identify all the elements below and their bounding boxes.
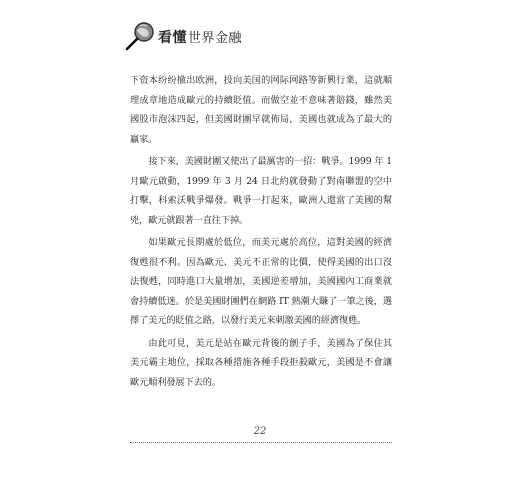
book-title-bold: 看懂 — [158, 30, 187, 46]
page-number: 22 — [253, 426, 267, 437]
book-title-rest: 世界金融 — [188, 31, 243, 46]
paragraph-2: 接下來，美國財團又使出了最厲害的一招：戰爭。1999 年 1 月歐元啟動，1999 年 3 月 24 日北約就發動了對南聯盟的空中打擊，科索沃戰爭爆發。戰爭一打起來，歐洲人還當了美國的幫兇，歐元就跟著一直往下掉。 — [130, 156, 392, 226]
running-header — [124, 20, 384, 52]
magnifying-glass-globe-icon — [124, 20, 158, 52]
footer-rule — [130, 442, 392, 443]
body-text — [130, 71, 392, 395]
book-title — [158, 27, 242, 47]
paragraph-1: 下资本纷纷撤出欧洲，投向美国的网际网路等新興行業，這就順理成章地造成歐元的持續貶值。而做空並不意味著賠錢，雖然美國股市泡沫四起，但美國財團早就佈局，美國也就成為了最大的贏家。 — [130, 75, 392, 145]
paragraph-4: 由此可見，美元是站在歐元背後的劊子手，美國為了保住其美元霸主地位，採取各種措施各種手段拒殺歐元，美國是不會讓歐元順利發展下去的。 — [130, 337, 392, 388]
paragraph-3: 如果歐元長期處於低位，而美元處於高位，這對美國的經濟復甦很不利。因為歐元、美元不正常的比價，使得美國的出口沒法復甦，同時進口大量增加，美國逆差增加，美國國內工商業就會持續低迷。於是美國財團們在網路 IT 熱潮大賺了一筆之後，選擇了美元的貶值之路，以發行美元來刺激美國的經濟復甦。 — [130, 237, 392, 326]
